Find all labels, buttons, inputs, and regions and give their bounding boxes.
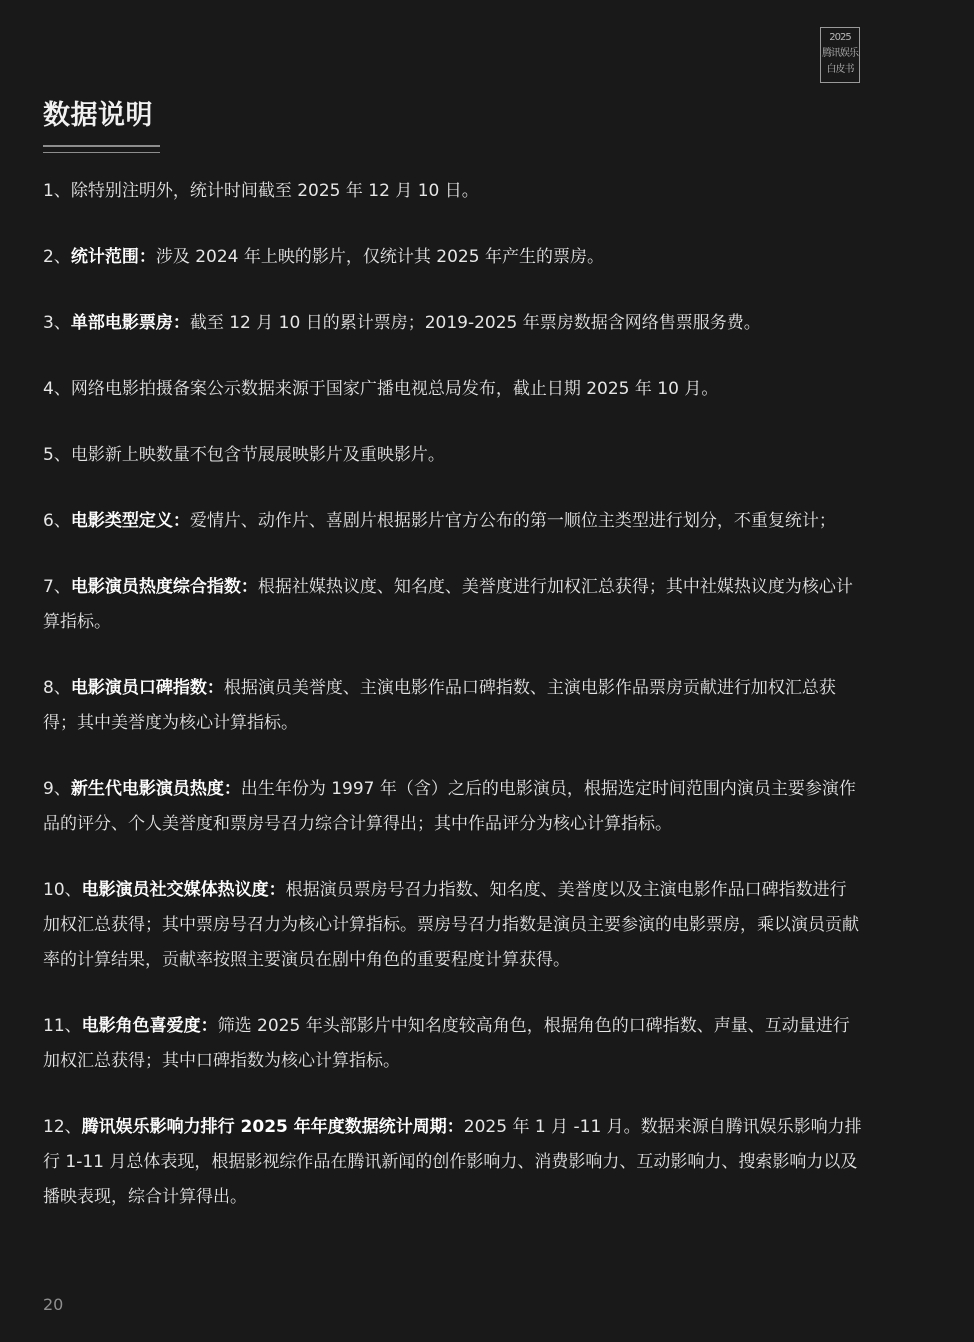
note-text: 筛选 2025 年头部影片中知名度较高角色，根据角色的口碑指数、声量、互动量进行加权汇总获得；其中口碑指数为核心计算指标。 [43, 1016, 850, 1071]
note-label: 新生代电影演员热度： [70, 779, 241, 799]
note-text: 截至 12 月 10 日的累计票房；2019-2025 年票房数据含网络售票服务费。 [189, 313, 761, 333]
note-number: 11、 [43, 1016, 82, 1036]
note-item [43, 671, 863, 741]
note-item [43, 1110, 863, 1215]
note-label: 电影演员热度综合指数： [70, 577, 258, 597]
note-label: 单部电影票房： [70, 313, 190, 333]
page-title: 数据说明 [43, 100, 153, 131]
note-item [43, 570, 863, 640]
note-number: 1、 [43, 181, 71, 201]
note-text: 涉及 2024 年上映的影片，仅统计其 2025 年产生的票房。 [155, 247, 604, 267]
note-label: 电影类型定义： [70, 511, 190, 531]
note-text: 网络电影拍摄备案公示数据来源于国家广播电视总局发布，截止日期 2025 年 10 月。 [70, 379, 719, 399]
note-label: 电影演员社交媒体热议度： [81, 880, 286, 900]
note-item [43, 873, 863, 978]
note-item [43, 438, 863, 473]
title-divider [43, 145, 160, 153]
note-text: 根据演员票房号召力指数、知名度、美誉度以及主演电影作品口碑指数进行加权汇总获得；其中票房号召力为核心计算指标。票房号召力指数是演员主要参演的电影票房，乘以演员贡献率的计算结果，贡献率按照主要演员在剧中角色的重要程度计算获得。 [43, 880, 859, 970]
note-number: 6、 [43, 511, 71, 531]
note-text: 根据演员美誉度、主演电影作品口碑指数、主演电影作品票房贡献进行加权汇总获得；其中美誉度为核心计算指标。 [43, 678, 836, 733]
note-text: 出生年份为 1997 年（含）之后的电影演员，根据选定时间范围内演员主要参演作品的评分、个人美誉度和票房号召力综合计算得出；其中作品评分为核心计算指标。 [43, 779, 856, 834]
note-label: 腾讯娱乐影响力排行 2025 年年度数据统计周期： [81, 1117, 464, 1137]
note-item [43, 1009, 863, 1079]
note-item [43, 174, 863, 209]
note-text: 2025 年 1 月 -11 月。数据来源自腾讯娱乐影响力排行 1-11 月总体表现，根据影视综作品在腾讯新闻的创作影响力、消费影响力、互动影响力、搜索影响力以及播映表现，综合计算得出。 [43, 1117, 862, 1207]
note-item [43, 240, 863, 275]
note-number: 7、 [43, 577, 71, 597]
note-label: 电影角色喜爱度： [81, 1016, 218, 1036]
note-text: 电影新上映数量不包含节展展映影片及重映影片。 [70, 445, 445, 465]
note-number: 9、 [43, 779, 71, 799]
note-text: 爱情片、动作片、喜剧片根据影片官方公布的第一顺位主类型进行划分，不重复统计； [189, 511, 836, 531]
note-number: 3、 [43, 313, 71, 333]
note-number: 2、 [43, 247, 71, 267]
note-label: 统计范围： [70, 247, 156, 267]
note-item [43, 772, 863, 842]
logo-subtitle: 白皮书 [826, 64, 854, 75]
note-number: 10、 [43, 880, 82, 900]
page-number: 20 [43, 1295, 64, 1314]
note-item [43, 504, 863, 539]
note-number: 12、 [43, 1117, 82, 1137]
note-item [43, 306, 863, 341]
note-item [43, 372, 863, 407]
logo-brand: 腾讯娱乐 [822, 48, 858, 59]
notes-list [43, 174, 863, 1246]
note-label: 电影演员口碑指数： [70, 678, 224, 698]
note-number: 4、 [43, 379, 71, 399]
logo-year: 2025 [829, 32, 851, 43]
note-number: 8、 [43, 678, 71, 698]
note-number: 5、 [43, 445, 71, 465]
note-text: 根据社媒热议度、知名度、美誉度进行加权汇总获得；其中社媒热议度为核心计算指标。 [43, 577, 853, 632]
brand-logo [820, 27, 860, 83]
note-text: 除特别注明外，统计时间截至 2025 年 12 月 10 日。 [70, 181, 479, 201]
